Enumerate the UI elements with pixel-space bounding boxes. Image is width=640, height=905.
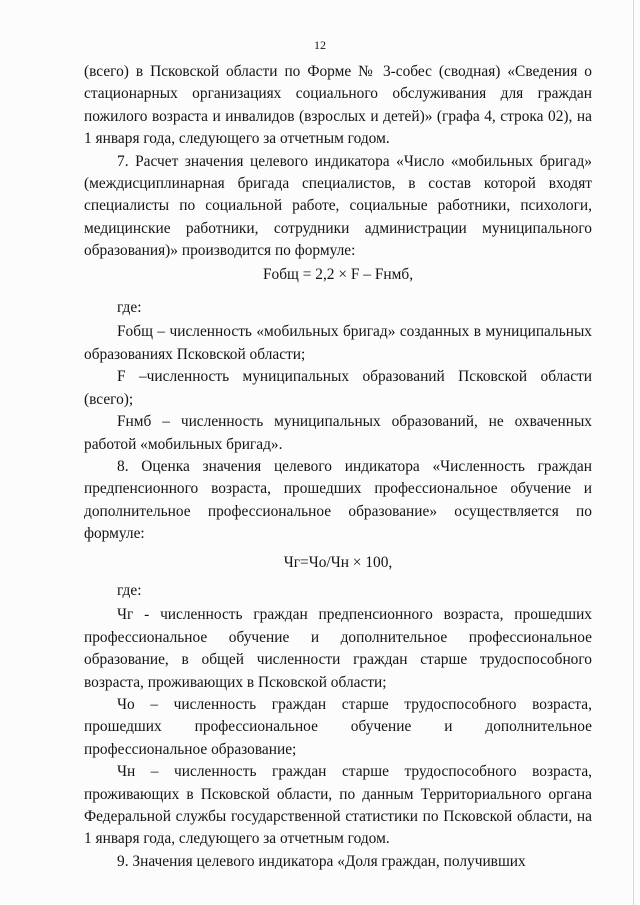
definition-chg: Чг - численность граждан предпенсионного возраста, прошедших профессиональное обучение и дополнительное профессиональное образование, в общей численности граждан старше трудоспособного возраста, проживающих в Псковской области;: [84, 606, 592, 691]
definition-fobsh: Fобщ – численность «мобильных бригад» созданных в муниципальных образованиях Псковской области;: [84, 323, 592, 363]
formula-mobile-brigades: Fобщ = 2,2 × F – Fнмб,: [262, 265, 414, 283]
definition-f: F –численность муниципальных образований Псковской области (всего);: [84, 368, 592, 408]
document-body: [84, 61, 592, 873]
paragraph-continuation: (всего) в Псковской области по Форме № 3-собес (сводная) «Сведения о стационарных организациях социального обслуживания для граждан пожилого возраста и инвалидов (взрослых и детей)» (графа 4, строка 02), на 1 января года, следующего за отчетным годом.: [84, 63, 592, 148]
paragraph-item-9: 9. Значения целевого индикатора «Доля граждан, получивших: [117, 852, 526, 870]
formula-pre-retirement: Чг=Чо/Чн × 100,: [283, 553, 393, 571]
where-label: где:: [117, 581, 142, 599]
page-number: 12: [314, 38, 326, 52]
paragraph-item-8: 8. Оценка значения целевого индикатора «Численность граждан предпенсионного возраста, прошедших профессиональное обучение и дополнительное профессиональное образование» осуществляется по формуле:: [84, 457, 592, 543]
where-label: где:: [117, 299, 142, 317]
paragraph-item-7: 7. Расчет значения целевого индикатора «Число «мобильных бригад» (междисциплинарная бригада специалистов, в состав которой входят специалисты по социальной работе, социальные работники, психологи, медицинские работники, сотрудники администрации муниципального образования)» производится по формуле:: [84, 152, 592, 260]
definition-fnmb: Fнмб – численность муниципальных образований, не охваченных работой «мобильных бригад».: [84, 413, 592, 453]
definition-cho: Чо – численность граждан старше трудоспособного возраста, прошедших профессиональное обучение и дополнительное профессиональное образование;: [84, 695, 592, 758]
definition-chn: Чн – численность граждан старше трудоспособного возраста, проживающих в Псковской области, по данным Территориального органа Федеральной службы государственной статистики по Псковской области, на 1 января года, следующего за отчетным годом.: [84, 763, 592, 848]
page-edge-line: [633, 0, 634, 905]
